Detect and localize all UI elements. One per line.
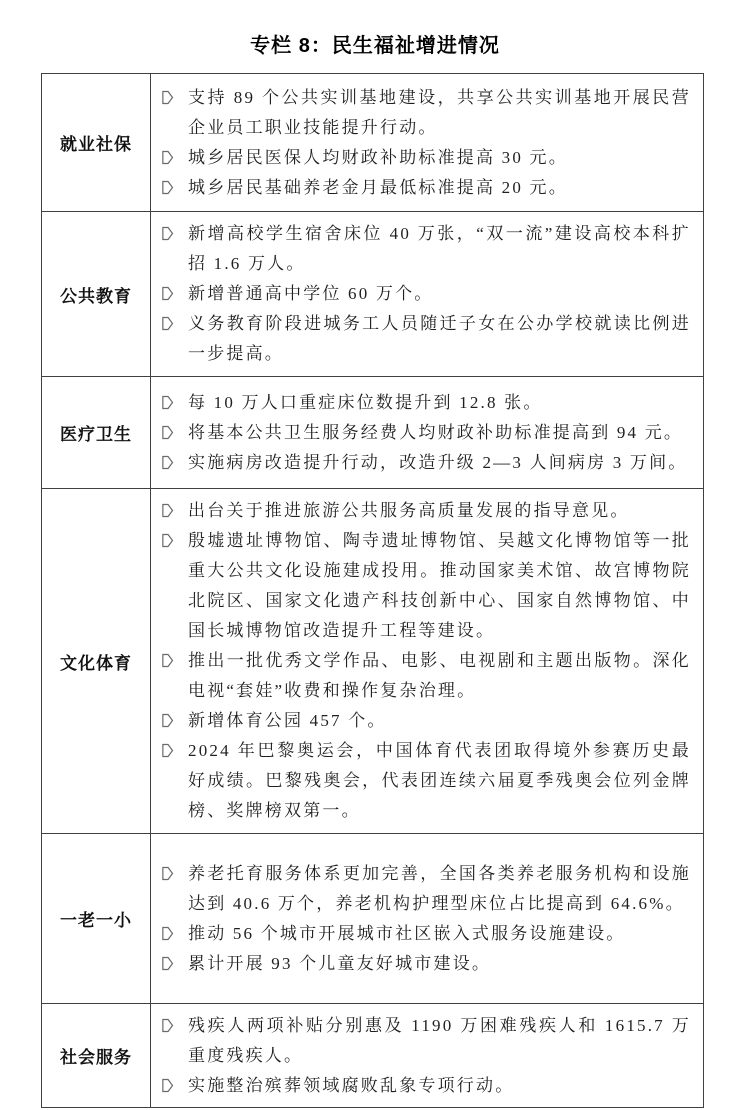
pentagon-arrow-bullet-icon bbox=[161, 742, 174, 759]
pentagon-arrow-bullet-icon bbox=[161, 652, 174, 669]
list-item bbox=[161, 736, 691, 826]
item-text: 推出一批优秀文学作品、电影、电视剧和主题出版物。深化电视“套娃”收费和操作复杂治理。 bbox=[188, 651, 691, 700]
list-item bbox=[161, 526, 691, 646]
table-row bbox=[42, 1004, 704, 1108]
page-title: 专栏 8：民生福祉增进情况 bbox=[250, 35, 500, 57]
list-item bbox=[161, 1071, 691, 1101]
table-row bbox=[42, 834, 704, 1004]
item-text: 新增普通高中学位 60 万个。 bbox=[188, 284, 434, 303]
pentagon-arrow-bullet-icon bbox=[161, 424, 174, 441]
items-cell bbox=[151, 1004, 704, 1108]
items-cell bbox=[151, 834, 704, 1004]
item-text: 殷墟遗址博物馆、陶寺遗址博物馆、吴越文化博物馆等一批重大公共文化设施建成投用。推动国家美术馆、故宫博物院北院区、国家文化遗产科技创新中心、国家自然博物馆、中国长城博物馆改造提升工程等建设。 bbox=[188, 531, 691, 640]
item-text: 累计开展 93 个儿童友好城市建设。 bbox=[188, 953, 492, 973]
table-row bbox=[42, 377, 704, 489]
list-item bbox=[161, 143, 691, 173]
list-item bbox=[161, 388, 691, 418]
category-label: 社会服务 bbox=[60, 1048, 132, 1067]
items-cell bbox=[151, 377, 704, 489]
list-item bbox=[161, 706, 691, 736]
items-cell bbox=[151, 74, 704, 212]
item-text: 城乡居民基础养老金月最低标准提高 20 元。 bbox=[188, 177, 568, 197]
category-cell bbox=[42, 74, 151, 212]
pentagon-arrow-bullet-icon bbox=[161, 89, 174, 106]
pentagon-arrow-bullet-icon bbox=[161, 502, 174, 519]
list-item bbox=[161, 496, 691, 526]
list-item bbox=[161, 279, 691, 309]
item-text: 实施病房改造提升行动，改造升级 2—3 人间病房 3 万间。 bbox=[188, 452, 688, 472]
category-label: 一老一小 bbox=[60, 911, 132, 930]
item-text: 将基本公共卫生服务经费人均财政补助标准提高到 94 元。 bbox=[188, 422, 684, 442]
items-cell bbox=[151, 489, 704, 834]
table-row bbox=[42, 74, 704, 212]
item-text: 残疾人两项补贴分别惠及 1190 万困难残疾人和 1615.7 万重度残疾人。 bbox=[188, 1015, 691, 1065]
item-text: 实施整治殡葬领域腐败乱象专项行动。 bbox=[188, 1075, 515, 1095]
list-item bbox=[161, 1011, 691, 1071]
list-item bbox=[161, 448, 691, 478]
table-body bbox=[42, 74, 704, 1108]
category-cell bbox=[42, 212, 151, 377]
item-text: 2024 年巴黎奥运会，中国体育代表团取得境外参赛历史最好成绩。巴黎残奥会，代表团连续六届夏季残奥会位列金牌榜、奖牌榜双第一。 bbox=[188, 741, 691, 820]
pentagon-arrow-bullet-icon bbox=[161, 179, 174, 196]
items-cell bbox=[151, 212, 704, 377]
pentagon-arrow-bullet-icon bbox=[161, 285, 174, 302]
pentagon-arrow-bullet-icon bbox=[161, 865, 174, 882]
category-label: 医疗卫生 bbox=[60, 425, 132, 444]
category-label: 文化体育 bbox=[60, 653, 132, 673]
list-item bbox=[161, 418, 691, 448]
category-label: 就业社保 bbox=[60, 135, 132, 154]
pentagon-arrow-bullet-icon bbox=[161, 149, 174, 166]
list-item bbox=[161, 919, 691, 949]
category-cell bbox=[42, 377, 151, 489]
livelihood-table bbox=[41, 73, 704, 1108]
pentagon-arrow-bullet-icon bbox=[161, 712, 174, 729]
pentagon-arrow-bullet-icon bbox=[161, 315, 174, 332]
list-item bbox=[161, 219, 691, 279]
pentagon-arrow-bullet-icon bbox=[161, 925, 174, 942]
table-row bbox=[42, 489, 704, 834]
list-item bbox=[161, 859, 691, 919]
item-text: 推动 56 个城市开展城市社区嵌入式服务设施建设。 bbox=[188, 923, 626, 943]
item-text: 新增体育公园 457 个。 bbox=[188, 711, 387, 730]
list-item bbox=[161, 83, 691, 143]
pentagon-arrow-bullet-icon bbox=[161, 955, 174, 972]
item-text: 养老托育服务体系更加完善，全国各类养老服务机构和设施达到 40.6 万个，养老机构护理型床位占比提高到 64.6%。 bbox=[188, 863, 691, 913]
list-item bbox=[161, 949, 691, 979]
category-cell bbox=[42, 834, 151, 1004]
pentagon-arrow-bullet-icon bbox=[161, 532, 174, 549]
category-cell bbox=[42, 1004, 151, 1108]
pentagon-arrow-bullet-icon bbox=[161, 225, 174, 242]
pentagon-arrow-bullet-icon bbox=[161, 1077, 174, 1094]
item-text: 出台关于推进旅游公共服务高质量发展的指导意见。 bbox=[188, 501, 630, 520]
list-item bbox=[161, 309, 691, 369]
pentagon-arrow-bullet-icon bbox=[161, 394, 174, 411]
list-item bbox=[161, 646, 691, 706]
pentagon-arrow-bullet-icon bbox=[161, 1017, 174, 1034]
item-text: 每 10 万人口重症床位数提升到 12.8 张。 bbox=[188, 392, 543, 412]
pentagon-arrow-bullet-icon bbox=[161, 454, 174, 471]
table-row bbox=[42, 212, 704, 377]
item-text: 支持 89 个公共实训基地建设，共享公共实训基地开展民营企业员工职业技能提升行动。 bbox=[188, 87, 691, 137]
list-item bbox=[161, 173, 691, 203]
category-label: 公共教育 bbox=[60, 286, 132, 306]
item-text: 新增高校学生宿舍床位 40 万张，“双一流”建设高校本科扩招 1.6 万人。 bbox=[188, 224, 691, 273]
category-cell bbox=[42, 489, 151, 834]
item-text: 城乡居民医保人均财政补助标准提高 30 元。 bbox=[188, 147, 568, 167]
item-text: 义务教育阶段进城务工人员随迁子女在公办学校就读比例进一步提高。 bbox=[188, 314, 691, 363]
